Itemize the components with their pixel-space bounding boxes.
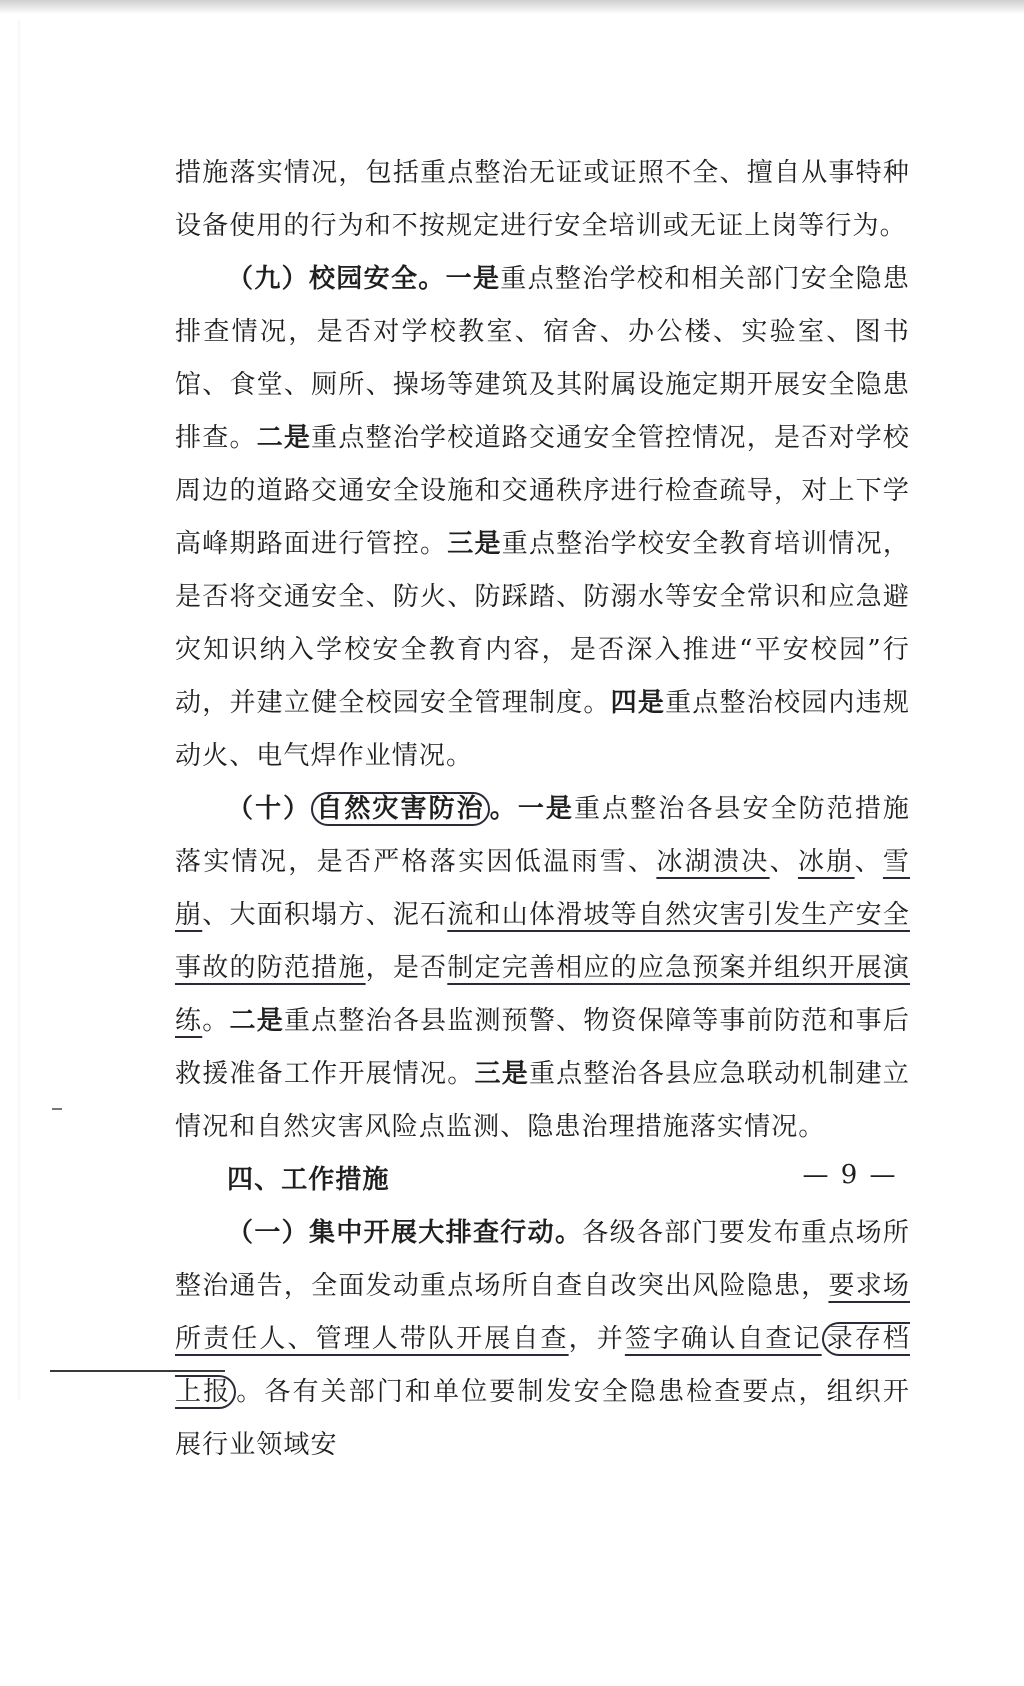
circled-text: 录存档上报: [175, 1324, 911, 1407]
text: 重点整治学校安全教育培训情况，是否将交通安全、防火、防踩踏、防溺水等安全常识和应急避灾知识纳入学校安全教育内容，是否深入推进“平安校园”行动，并建立健全校园安全管理制度。: [175, 529, 910, 718]
paragraph-inspection-action: [175, 1207, 910, 1472]
text: 重点整治各县应急联动机制建立情况和自然灾害风险点监测、隐患治理措施落实情况。: [175, 1059, 910, 1142]
item-marker: 一是: [445, 264, 501, 294]
document-body: [175, 147, 910, 1472]
section-heading: （九）校园安全。: [227, 264, 446, 294]
item-marker: 四是: [610, 688, 666, 718]
paragraph-special-equipment: [175, 147, 910, 253]
text: 。各有关部门和单位要制发安全隐患检查要点，组织开展行业领域安: [175, 1377, 910, 1460]
item-marker: 一是: [517, 794, 575, 824]
section-heading-work-measures: 四、工作措施: [227, 1165, 390, 1195]
scan-top-shadow: [0, 0, 1024, 14]
text: 重点整治各县安全防范措施落实情况，是否严格落实因低温雨雪、: [175, 794, 911, 877]
text: 。: [202, 1006, 230, 1036]
text: 措施落实情况，包括重点整治无证或证照不全、擅自从事特种设备使用的行为和不按规定进行安全培训或无证上岗等行为。: [175, 158, 910, 241]
text: 重点整治各县监测预警、物资保障等事前防范和事后救援准备工作开展情况。: [175, 1006, 910, 1089]
item-marker: 二是: [256, 423, 312, 453]
item-marker: 三是: [447, 529, 502, 559]
underlined-text: 冰崩: [797, 847, 855, 877]
underlined-text: 雪崩: [175, 847, 911, 930]
text: 、: [854, 847, 883, 877]
section-heading: 。: [489, 794, 518, 824]
underlined-text: 冰湖溃决: [656, 847, 770, 877]
item-marker: 三是: [474, 1059, 529, 1089]
circled-heading: 自然灾害防治: [311, 792, 490, 826]
text: 重点整治校园内违规动火、电气焊作业情况。: [175, 688, 910, 771]
text: 、大面积塌方、泥石: [202, 900, 448, 930]
scan-left-edge: [18, 20, 21, 1400]
text: 各级各部门要发布重点场所整治通告，全面发动重点场所自查自改突出风险隐患，: [175, 1218, 910, 1301]
underlined-text: 要求场所责任人、管理人带队开展自查: [175, 1271, 910, 1354]
underlined-text: 制定完善相应的应急预案并组织开展演练: [175, 953, 911, 1036]
text: ，是否: [365, 953, 448, 983]
paragraph-campus-safety: [175, 253, 910, 783]
text: 重点整治学校道路交通安全管控情况，是否对学校周边的道路交通安全设施和交通秩序进行检查疏导，对上下学高峰期路面进行管控。: [175, 423, 910, 559]
text: ，并: [568, 1324, 625, 1354]
section-heading: （一）集中开展大排查行动。: [227, 1218, 583, 1248]
underlined-text: 流和山体滑坡等自然灾害引发生产安全事故的防范措施: [175, 900, 911, 983]
footer-rule: [50, 1370, 225, 1372]
text: 重点整治学校和相关部门安全隐患排查情况，是否对学校教室、宿舍、办公楼、实验室、图书馆、食堂、厕所、操场等建筑及其附属设施定期开展安全隐患排查。: [175, 264, 910, 453]
page-number: — 9 —: [802, 1160, 898, 1190]
item-marker: 二是: [229, 1006, 284, 1036]
underlined-text: 签字确认自查记: [624, 1324, 822, 1354]
margin-pen-mark: [52, 1108, 62, 1110]
section-heading: （十）: [227, 794, 312, 824]
text: 、: [769, 847, 798, 877]
paragraph-natural-disaster: [175, 783, 910, 1154]
